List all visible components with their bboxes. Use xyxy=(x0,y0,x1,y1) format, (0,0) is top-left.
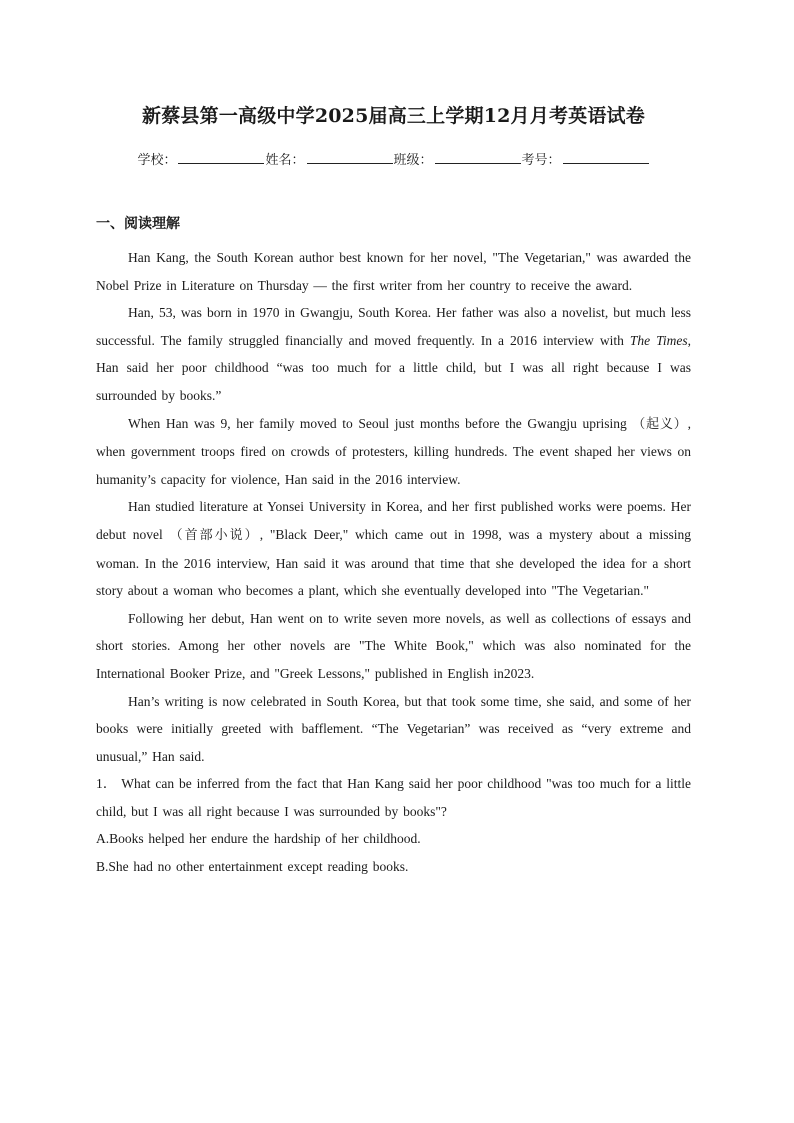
paragraph-1: Han Kang, the South Korean author best known for her novel, "The Vegetarian," was awarded the Nobel Prize in Literature on Thursday — the first writer from her country to receive the award. xyxy=(96,250,691,293)
paragraph-5: Following her debut, Han went on to write seven more novels, as well as collections of essays and short stories. Among her other novels are "The White Book," which was also nominated for the International Booker Prize, and "Greek Lessons," published in English in2023. xyxy=(96,610,691,681)
paragraph-6: Han’s writing is now celebrated in South Korea, but that took some time, she said, and some of her books were initially greeted with bafflement. “The Vegetarian” was received as “very extreme and unusual,” Han said. xyxy=(96,693,691,764)
paragraph-3-text-b: , when government troops fired on crowds of protesters, killing hundreds. The event shaped her views on humanity’s capacity for violence, Han said in the 2016 interview. xyxy=(96,415,691,487)
paragraph-4 xyxy=(96,493,691,604)
student-info-row xyxy=(96,149,691,173)
class-label: 班级： xyxy=(393,153,433,168)
paragraph-2 xyxy=(96,299,691,409)
class-field xyxy=(394,149,522,168)
name-blank xyxy=(307,149,393,164)
question-1 xyxy=(96,770,691,880)
school-blank xyxy=(178,149,264,164)
paragraph-4-text-a: Han studied literature at Yonsei University in Korea, and her first published works were poems. Her debut novel xyxy=(96,499,691,542)
paragraph-3 xyxy=(96,410,691,494)
school-label: 学校： xyxy=(137,153,177,168)
question-1-stem: 1． What can be inferred from the fact that Han Kang said her poor childhood "was too much for a little child, but I was all right because I was surrounded by books"? xyxy=(96,776,691,819)
paragraph-2-text-b: , Han said her poor childhood “was too much for a little child, but I was all right because I was surrounded by books.” xyxy=(96,332,691,403)
class-blank xyxy=(435,149,521,164)
school-field xyxy=(137,149,265,168)
chinese-gloss-debut-novel: （首部小说） xyxy=(169,527,260,543)
reading-passage xyxy=(96,244,691,770)
exam-number-label: 考号： xyxy=(521,153,561,168)
name-field xyxy=(265,149,393,168)
exam-title: 新蔡县第一高级中学2025届高三上学期12月月考英语试卷 xyxy=(142,105,645,127)
section-heading: 一、阅读理解 xyxy=(96,216,180,232)
exam-number-field xyxy=(522,149,650,168)
exam-number-blank xyxy=(563,149,649,164)
paragraph-2-text-a: Han, 53, was born in 1970 in Gwangju, South Korea. Her father was also a novelist, but much less successful. The family struggled financially and moved frequently. In a 2016 interview with xyxy=(96,305,691,348)
question-1-option-a[interactable]: A.Books helped her endure the hardship of her childhood. xyxy=(96,831,421,847)
paragraph-3-text-a: When Han was 9, her family moved to Seoul just months before the Gwangju uprising xyxy=(128,415,633,431)
name-label: 姓名： xyxy=(265,153,305,168)
publication-name: The Times xyxy=(629,332,688,348)
chinese-gloss-uprising: （起义） xyxy=(632,416,688,432)
question-1-option-b[interactable]: B.She had no other entertainment except reading books. xyxy=(96,859,409,875)
paragraph-4-text-b: , "Black Deer," which came out in 1998, was a mystery about a missing woman. In the 2016 interview, Han said it was around that time that she developed the idea for a short story about a woman who becomes a plant, which she eventually developed into "The Vegetarian." xyxy=(96,526,691,599)
